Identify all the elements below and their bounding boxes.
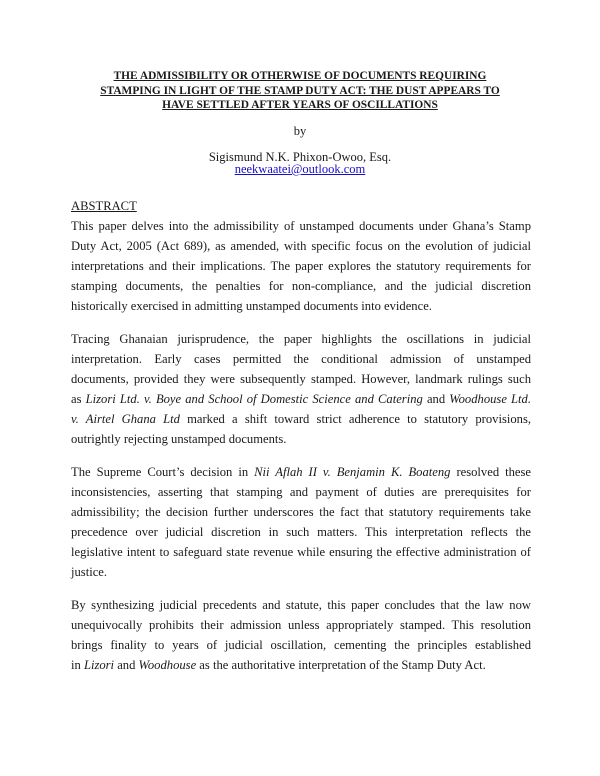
text-line <box>71 276 531 296</box>
text-line <box>71 595 531 615</box>
text-line <box>71 522 531 542</box>
text-line <box>71 615 531 635</box>
text-line <box>71 216 531 236</box>
abstract-body <box>71 216 531 675</box>
text-segment: Duty Act, 2005 (Act 689), as amended, with specific focus on the evolution of judicial <box>71 239 531 253</box>
abstract-paragraph <box>71 595 531 675</box>
text-segment: legislative intent to safeguard state revenue while ensuring the effective administration of <box>71 545 531 559</box>
title-line: HAVE SETTLED AFTER YEARS OF OSCILLATIONS <box>162 99 438 111</box>
text-segment: historically exercised in admitting unstamped documents into evidence. <box>71 299 432 313</box>
text-segment: admissibility; the decision further underscores the fact that statutory requirements take <box>71 505 531 519</box>
text-segment: justice. <box>71 565 108 579</box>
text-segment: as the authoritative interpretation of the Stamp Duty Act. <box>196 658 486 672</box>
case-name: Woodhouse <box>138 658 197 672</box>
text-line <box>71 236 531 256</box>
abstract-section <box>71 196 531 688</box>
text-segment: interpretations and their implications. The paper explores the statutory requirements for <box>71 259 531 273</box>
author-email-link[interactable]: neekwaatei@outlook.com <box>234 162 366 176</box>
title-line: THE ADMISSIBILITY OR OTHERWISE OF DOCUMENTS REQUIRING <box>113 70 487 82</box>
text-segment: unequivocally prohibits their admission unless appropriately stamped. This resolution <box>71 618 531 632</box>
text-line <box>71 296 531 316</box>
case-name: Lizori <box>83 658 115 672</box>
text-segment: marked a shift toward strict adherence to statutory provisions, <box>179 412 531 426</box>
text-segment: as <box>71 392 86 406</box>
text-line <box>71 256 531 276</box>
abstract-paragraph <box>71 216 531 316</box>
text-segment: By synthesizing judicial precedents and statute, this paper concludes that the law now <box>71 598 531 612</box>
abstract-heading: ABSTRACT <box>71 199 137 213</box>
byline: by <box>293 124 307 138</box>
text-line <box>71 349 531 369</box>
text-segment: outrightly rejecting unstamped documents. <box>71 432 287 446</box>
text-line <box>71 429 531 449</box>
author-block <box>0 151 600 175</box>
text-line <box>71 482 531 502</box>
case-name: Nii Aflah II v. Benjamin K. Boateng <box>254 465 451 479</box>
abstract-paragraph <box>71 462 531 582</box>
text-line <box>71 409 531 429</box>
case-name: Lizori Ltd. v. Boye and School of Domestic Science and Catering <box>85 392 423 406</box>
text-segment: inconsistencies, asserting that stamping and payment of duties are prerequisites for <box>71 485 531 499</box>
text-line <box>71 655 531 675</box>
text-line <box>71 635 531 655</box>
text-line <box>71 502 531 522</box>
text-segment: Tracing Ghanaian jurisprudence, the paper highlights the oscillations in judicial <box>71 332 531 346</box>
document-title <box>60 69 540 113</box>
text-line <box>71 369 531 389</box>
case-name: v. Airtel Ghana Ltd <box>71 412 180 426</box>
abstract-paragraph <box>71 329 531 449</box>
text-segment: This paper delves into the admissibility of unstamped documents under Ghana’s Stamp <box>71 219 531 233</box>
text-line <box>71 389 531 409</box>
text-line <box>71 462 531 482</box>
text-segment: in <box>71 658 84 672</box>
title-line: STAMPING IN LIGHT OF THE STAMP DUTY ACT: THE DUST APPEARS TO <box>100 84 500 97</box>
author-name: Sigismund N.K. Phixon-Owoo, Esq. <box>208 150 392 164</box>
text-segment: brings finality to years of judicial oscillation, cementing the principles established <box>71 638 531 652</box>
text-segment: resolved these <box>450 465 531 479</box>
text-segment: stamping documents, the penalties for non-compliance, and the judicial discretion <box>71 279 531 293</box>
text-segment: documents, provided they were subsequently stamped. However, landmark rulings such <box>71 372 531 386</box>
case-name: Woodhouse Ltd. <box>449 392 532 406</box>
text-segment: The Supreme Court’s decision in <box>71 465 255 479</box>
text-line <box>71 329 531 349</box>
text-segment: and <box>422 392 450 406</box>
text-segment: precedence over judicial discretion in such matters. This interpretation reflects the <box>71 525 531 539</box>
text-line <box>71 542 531 562</box>
text-segment: interpretation. Early cases permitted the conditional admission of unstamped <box>71 352 531 366</box>
text-segment: and <box>114 658 139 672</box>
text-line <box>71 562 531 582</box>
